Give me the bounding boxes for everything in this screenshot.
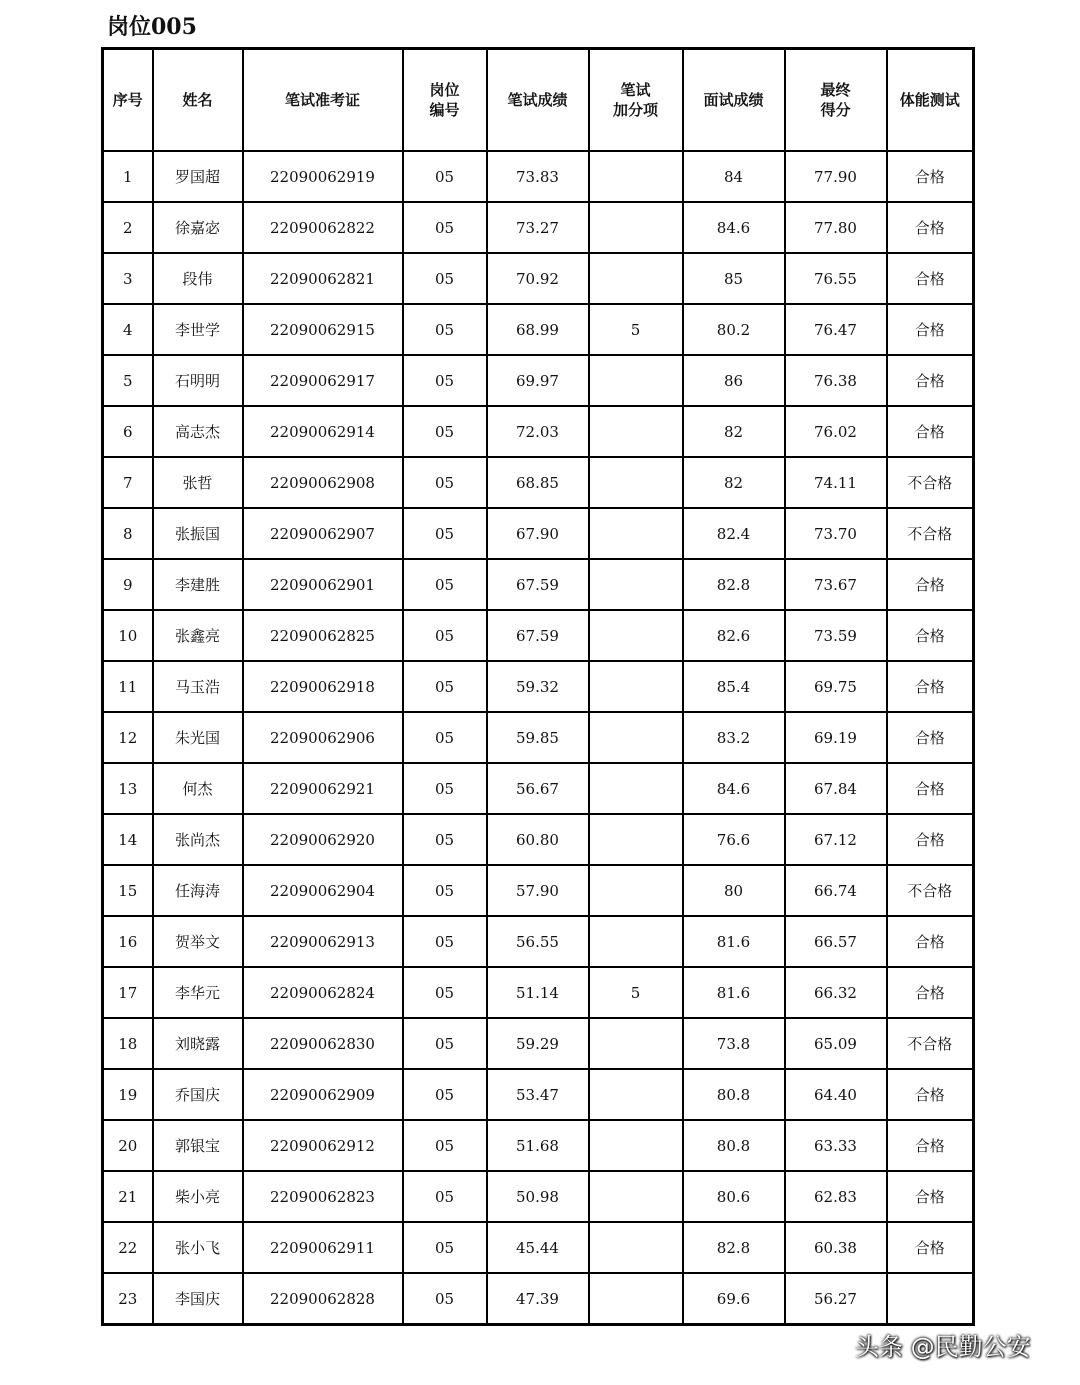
cell-interview: 84.6 bbox=[683, 202, 785, 253]
cell-interview: 80.8 bbox=[683, 1120, 785, 1171]
cell-written: 57.90 bbox=[487, 865, 589, 916]
cell-post: 05 bbox=[403, 1069, 487, 1120]
table-row bbox=[103, 1171, 974, 1222]
cell-interview: 81.6 bbox=[683, 967, 785, 1018]
column-header-line: 姓名 bbox=[182, 91, 213, 109]
cell-written: 67.90 bbox=[487, 508, 589, 559]
cell-post: 05 bbox=[403, 1222, 487, 1273]
cell-seq: 20 bbox=[103, 1120, 153, 1171]
column-header-final bbox=[785, 49, 887, 152]
table-row bbox=[103, 1222, 974, 1273]
cell-written: 45.44 bbox=[487, 1222, 589, 1273]
cell-bonus bbox=[589, 1018, 683, 1069]
cell-interview: 82.6 bbox=[683, 610, 785, 661]
column-header-line: 笔试准考证 bbox=[284, 91, 360, 109]
cell-final: 69.75 bbox=[785, 661, 887, 712]
column-header-line: 最终 bbox=[820, 81, 851, 99]
cell-interview: 84.6 bbox=[683, 763, 785, 814]
cell-bonus bbox=[589, 151, 683, 202]
table-header bbox=[103, 49, 974, 152]
cell-post: 05 bbox=[403, 865, 487, 916]
cell-post: 05 bbox=[403, 712, 487, 763]
cell-ticket: 22090062917 bbox=[243, 355, 403, 406]
cell-bonus bbox=[589, 916, 683, 967]
cell-fitness: 合格 bbox=[887, 253, 974, 304]
column-header-seq bbox=[103, 49, 153, 152]
cell-post: 05 bbox=[403, 967, 487, 1018]
cell-bonus: 5 bbox=[589, 967, 683, 1018]
cell-ticket: 22090062901 bbox=[243, 559, 403, 610]
cell-seq: 17 bbox=[103, 967, 153, 1018]
cell-post: 05 bbox=[403, 916, 487, 967]
cell-seq: 1 bbox=[103, 151, 153, 202]
table-row bbox=[103, 1018, 974, 1069]
cell-seq: 18 bbox=[103, 1018, 153, 1069]
cell-interview: 80.2 bbox=[683, 304, 785, 355]
column-header-line: 编号 bbox=[429, 101, 460, 119]
cell-seq: 7 bbox=[103, 457, 153, 508]
cell-interview: 80 bbox=[683, 865, 785, 916]
cell-seq: 8 bbox=[103, 508, 153, 559]
cell-ticket: 22090062907 bbox=[243, 508, 403, 559]
table-body bbox=[103, 151, 974, 1325]
cell-name: 马玉浩 bbox=[153, 661, 243, 712]
cell-written: 68.99 bbox=[487, 304, 589, 355]
cell-final: 66.32 bbox=[785, 967, 887, 1018]
table-row bbox=[103, 763, 974, 814]
cell-ticket: 22090062913 bbox=[243, 916, 403, 967]
cell-ticket: 22090062909 bbox=[243, 1069, 403, 1120]
table-row bbox=[103, 406, 974, 457]
cell-post: 05 bbox=[403, 355, 487, 406]
cell-fitness: 不合格 bbox=[887, 457, 974, 508]
cell-interview: 85 bbox=[683, 253, 785, 304]
cell-name: 高志杰 bbox=[153, 406, 243, 457]
cell-seq: 21 bbox=[103, 1171, 153, 1222]
cell-fitness: 合格 bbox=[887, 1171, 974, 1222]
cell-name: 段伟 bbox=[153, 253, 243, 304]
cell-written: 50.98 bbox=[487, 1171, 589, 1222]
cell-ticket: 22090062912 bbox=[243, 1120, 403, 1171]
cell-bonus bbox=[589, 1273, 683, 1325]
cell-written: 68.85 bbox=[487, 457, 589, 508]
cell-interview: 82.8 bbox=[683, 559, 785, 610]
cell-seq: 4 bbox=[103, 304, 153, 355]
cell-bonus bbox=[589, 763, 683, 814]
cell-written: 59.32 bbox=[487, 661, 589, 712]
cell-fitness: 合格 bbox=[887, 967, 974, 1018]
cell-fitness: 合格 bbox=[887, 814, 974, 865]
cell-ticket: 22090062919 bbox=[243, 151, 403, 202]
cell-seq: 19 bbox=[103, 1069, 153, 1120]
cell-ticket: 22090062824 bbox=[243, 967, 403, 1018]
cell-post: 05 bbox=[403, 1171, 487, 1222]
column-header-line: 面试成绩 bbox=[703, 91, 764, 109]
column-header-line: 序号 bbox=[112, 91, 143, 109]
cell-post: 05 bbox=[403, 457, 487, 508]
table-row bbox=[103, 967, 974, 1018]
cell-bonus bbox=[589, 406, 683, 457]
table-row bbox=[103, 559, 974, 610]
cell-interview: 82 bbox=[683, 406, 785, 457]
cell-bonus bbox=[589, 610, 683, 661]
cell-final: 65.09 bbox=[785, 1018, 887, 1069]
cell-seq: 22 bbox=[103, 1222, 153, 1273]
cell-fitness: 合格 bbox=[887, 1222, 974, 1273]
cell-written: 51.14 bbox=[487, 967, 589, 1018]
cell-bonus bbox=[589, 661, 683, 712]
cell-ticket: 22090062821 bbox=[243, 253, 403, 304]
cell-bonus bbox=[589, 508, 683, 559]
table-row bbox=[103, 457, 974, 508]
cell-written: 73.83 bbox=[487, 151, 589, 202]
cell-post: 05 bbox=[403, 610, 487, 661]
cell-post: 05 bbox=[403, 508, 487, 559]
table-row bbox=[103, 253, 974, 304]
cell-written: 67.59 bbox=[487, 559, 589, 610]
table-row bbox=[103, 202, 974, 253]
cell-ticket: 22090062911 bbox=[243, 1222, 403, 1273]
cell-final: 73.59 bbox=[785, 610, 887, 661]
cell-post: 05 bbox=[403, 253, 487, 304]
cell-post: 05 bbox=[403, 1018, 487, 1069]
cell-interview: 82 bbox=[683, 457, 785, 508]
column-header-line: 笔试 bbox=[620, 81, 651, 99]
cell-written: 53.47 bbox=[487, 1069, 589, 1120]
cell-fitness bbox=[887, 1273, 974, 1325]
cell-fitness: 合格 bbox=[887, 1120, 974, 1171]
cell-post: 05 bbox=[403, 661, 487, 712]
cell-final: 67.84 bbox=[785, 763, 887, 814]
cell-name: 张尚杰 bbox=[153, 814, 243, 865]
cell-name: 贺举文 bbox=[153, 916, 243, 967]
cell-post: 05 bbox=[403, 814, 487, 865]
cell-fitness: 合格 bbox=[887, 355, 974, 406]
cell-name: 徐嘉宓 bbox=[153, 202, 243, 253]
cell-final: 74.11 bbox=[785, 457, 887, 508]
cell-seq: 9 bbox=[103, 559, 153, 610]
cell-written: 67.59 bbox=[487, 610, 589, 661]
cell-fitness: 不合格 bbox=[887, 865, 974, 916]
cell-final: 62.83 bbox=[785, 1171, 887, 1222]
cell-ticket: 22090062825 bbox=[243, 610, 403, 661]
cell-seq: 11 bbox=[103, 661, 153, 712]
cell-final: 69.19 bbox=[785, 712, 887, 763]
cell-bonus bbox=[589, 1222, 683, 1273]
cell-name: 张哲 bbox=[153, 457, 243, 508]
cell-ticket: 22090062918 bbox=[243, 661, 403, 712]
column-header-interview bbox=[683, 49, 785, 152]
cell-name: 朱光国 bbox=[153, 712, 243, 763]
cell-ticket: 22090062828 bbox=[243, 1273, 403, 1325]
cell-interview: 82.4 bbox=[683, 508, 785, 559]
cell-seq: 10 bbox=[103, 610, 153, 661]
table-row bbox=[103, 304, 974, 355]
cell-ticket: 22090062914 bbox=[243, 406, 403, 457]
column-header-written bbox=[487, 49, 589, 152]
cell-seq: 13 bbox=[103, 763, 153, 814]
cell-bonus bbox=[589, 865, 683, 916]
table-row bbox=[103, 151, 974, 202]
cell-name: 石明明 bbox=[153, 355, 243, 406]
cell-ticket: 22090062830 bbox=[243, 1018, 403, 1069]
cell-interview: 86 bbox=[683, 355, 785, 406]
cell-final: 77.90 bbox=[785, 151, 887, 202]
cell-written: 69.97 bbox=[487, 355, 589, 406]
cell-bonus bbox=[589, 253, 683, 304]
cell-fitness: 合格 bbox=[887, 559, 974, 610]
cell-name: 郭银宝 bbox=[153, 1120, 243, 1171]
cell-fitness: 合格 bbox=[887, 406, 974, 457]
cell-bonus bbox=[589, 559, 683, 610]
table-row bbox=[103, 712, 974, 763]
cell-fitness: 合格 bbox=[887, 304, 974, 355]
cell-fitness: 合格 bbox=[887, 610, 974, 661]
cell-ticket: 22090062823 bbox=[243, 1171, 403, 1222]
cell-seq: 15 bbox=[103, 865, 153, 916]
column-header-fitness bbox=[887, 49, 974, 152]
table-row bbox=[103, 610, 974, 661]
cell-interview: 82.8 bbox=[683, 1222, 785, 1273]
cell-interview: 73.8 bbox=[683, 1018, 785, 1069]
cell-name: 张振国 bbox=[153, 508, 243, 559]
column-header-line: 加分项 bbox=[612, 101, 658, 119]
cell-post: 05 bbox=[403, 151, 487, 202]
cell-written: 59.29 bbox=[487, 1018, 589, 1069]
cell-fitness: 合格 bbox=[887, 916, 974, 967]
cell-post: 05 bbox=[403, 304, 487, 355]
cell-name: 张鑫亮 bbox=[153, 610, 243, 661]
page-title: 岗位005 bbox=[107, 14, 197, 40]
column-header-line: 体能测试 bbox=[899, 91, 960, 109]
cell-final: 73.67 bbox=[785, 559, 887, 610]
table-row bbox=[103, 916, 974, 967]
cell-fitness: 合格 bbox=[887, 763, 974, 814]
cell-written: 72.03 bbox=[487, 406, 589, 457]
cell-bonus bbox=[589, 1069, 683, 1120]
cell-post: 05 bbox=[403, 559, 487, 610]
cell-ticket: 22090062915 bbox=[243, 304, 403, 355]
cell-ticket: 22090062904 bbox=[243, 865, 403, 916]
table-row bbox=[103, 355, 974, 406]
cell-fitness: 合格 bbox=[887, 202, 974, 253]
cell-name: 何杰 bbox=[153, 763, 243, 814]
cell-written: 59.85 bbox=[487, 712, 589, 763]
cell-post: 05 bbox=[403, 1120, 487, 1171]
watermark: 头条 @民勤公安 bbox=[855, 1333, 1031, 1361]
table-row bbox=[103, 661, 974, 712]
cell-name: 李华元 bbox=[153, 967, 243, 1018]
cell-seq: 14 bbox=[103, 814, 153, 865]
cell-final: 76.02 bbox=[785, 406, 887, 457]
cell-fitness: 合格 bbox=[887, 1069, 974, 1120]
cell-interview: 83.2 bbox=[683, 712, 785, 763]
cell-name: 乔国庆 bbox=[153, 1069, 243, 1120]
cell-interview: 84 bbox=[683, 151, 785, 202]
column-header-line: 岗位 bbox=[429, 81, 460, 99]
cell-written: 70.92 bbox=[487, 253, 589, 304]
column-header-post bbox=[403, 49, 487, 152]
cell-ticket: 22090062920 bbox=[243, 814, 403, 865]
table-row bbox=[103, 508, 974, 559]
table-row bbox=[103, 814, 974, 865]
cell-final: 76.55 bbox=[785, 253, 887, 304]
column-header-ticket bbox=[243, 49, 403, 152]
cell-name: 李国庆 bbox=[153, 1273, 243, 1325]
cell-post: 05 bbox=[403, 202, 487, 253]
header-row bbox=[103, 49, 974, 152]
cell-name: 李世学 bbox=[153, 304, 243, 355]
cell-bonus bbox=[589, 1171, 683, 1222]
cell-final: 66.57 bbox=[785, 916, 887, 967]
cell-bonus bbox=[589, 355, 683, 406]
cell-ticket: 22090062906 bbox=[243, 712, 403, 763]
column-header-name bbox=[153, 49, 243, 152]
cell-final: 66.74 bbox=[785, 865, 887, 916]
cell-post: 05 bbox=[403, 406, 487, 457]
table-row bbox=[103, 1069, 974, 1120]
cell-fitness: 合格 bbox=[887, 712, 974, 763]
cell-name: 柴小亮 bbox=[153, 1171, 243, 1222]
cell-interview: 81.6 bbox=[683, 916, 785, 967]
cell-seq: 12 bbox=[103, 712, 153, 763]
cell-ticket: 22090062908 bbox=[243, 457, 403, 508]
cell-written: 73.27 bbox=[487, 202, 589, 253]
cell-final: 76.47 bbox=[785, 304, 887, 355]
cell-written: 47.39 bbox=[487, 1273, 589, 1325]
cell-bonus bbox=[589, 457, 683, 508]
cell-final: 56.27 bbox=[785, 1273, 887, 1325]
cell-name: 任海涛 bbox=[153, 865, 243, 916]
cell-written: 56.67 bbox=[487, 763, 589, 814]
column-header-line: 得分 bbox=[820, 101, 851, 119]
cell-interview: 80.8 bbox=[683, 1069, 785, 1120]
cell-fitness: 合格 bbox=[887, 661, 974, 712]
cell-seq: 23 bbox=[103, 1273, 153, 1325]
score-table bbox=[101, 47, 975, 1326]
cell-bonus bbox=[589, 814, 683, 865]
cell-ticket: 22090062921 bbox=[243, 763, 403, 814]
cell-final: 67.12 bbox=[785, 814, 887, 865]
cell-name: 李建胜 bbox=[153, 559, 243, 610]
column-header-bonus bbox=[589, 49, 683, 152]
cell-written: 56.55 bbox=[487, 916, 589, 967]
cell-final: 73.70 bbox=[785, 508, 887, 559]
table-row bbox=[103, 1120, 974, 1171]
column-header-line: 笔试成绩 bbox=[507, 91, 568, 109]
cell-interview: 69.6 bbox=[683, 1273, 785, 1325]
cell-ticket: 22090062822 bbox=[243, 202, 403, 253]
cell-seq: 2 bbox=[103, 202, 153, 253]
cell-final: 76.38 bbox=[785, 355, 887, 406]
cell-seq: 6 bbox=[103, 406, 153, 457]
cell-seq: 16 bbox=[103, 916, 153, 967]
cell-final: 77.80 bbox=[785, 202, 887, 253]
cell-final: 63.33 bbox=[785, 1120, 887, 1171]
cell-bonus bbox=[589, 712, 683, 763]
cell-post: 05 bbox=[403, 763, 487, 814]
cell-seq: 5 bbox=[103, 355, 153, 406]
cell-written: 60.80 bbox=[487, 814, 589, 865]
cell-name: 张小飞 bbox=[153, 1222, 243, 1273]
cell-name: 罗国超 bbox=[153, 151, 243, 202]
cell-interview: 80.6 bbox=[683, 1171, 785, 1222]
cell-fitness: 不合格 bbox=[887, 508, 974, 559]
cell-fitness: 不合格 bbox=[887, 1018, 974, 1069]
table-row bbox=[103, 1273, 974, 1325]
cell-interview: 76.6 bbox=[683, 814, 785, 865]
cell-name: 刘晓露 bbox=[153, 1018, 243, 1069]
cell-post: 05 bbox=[403, 1273, 487, 1325]
cell-final: 64.40 bbox=[785, 1069, 887, 1120]
cell-written: 51.68 bbox=[487, 1120, 589, 1171]
cell-final: 60.38 bbox=[785, 1222, 887, 1273]
cell-bonus bbox=[589, 1120, 683, 1171]
cell-bonus: 5 bbox=[589, 304, 683, 355]
cell-bonus bbox=[589, 202, 683, 253]
cell-interview: 85.4 bbox=[683, 661, 785, 712]
cell-seq: 3 bbox=[103, 253, 153, 304]
cell-fitness: 合格 bbox=[887, 151, 974, 202]
table-row bbox=[103, 865, 974, 916]
